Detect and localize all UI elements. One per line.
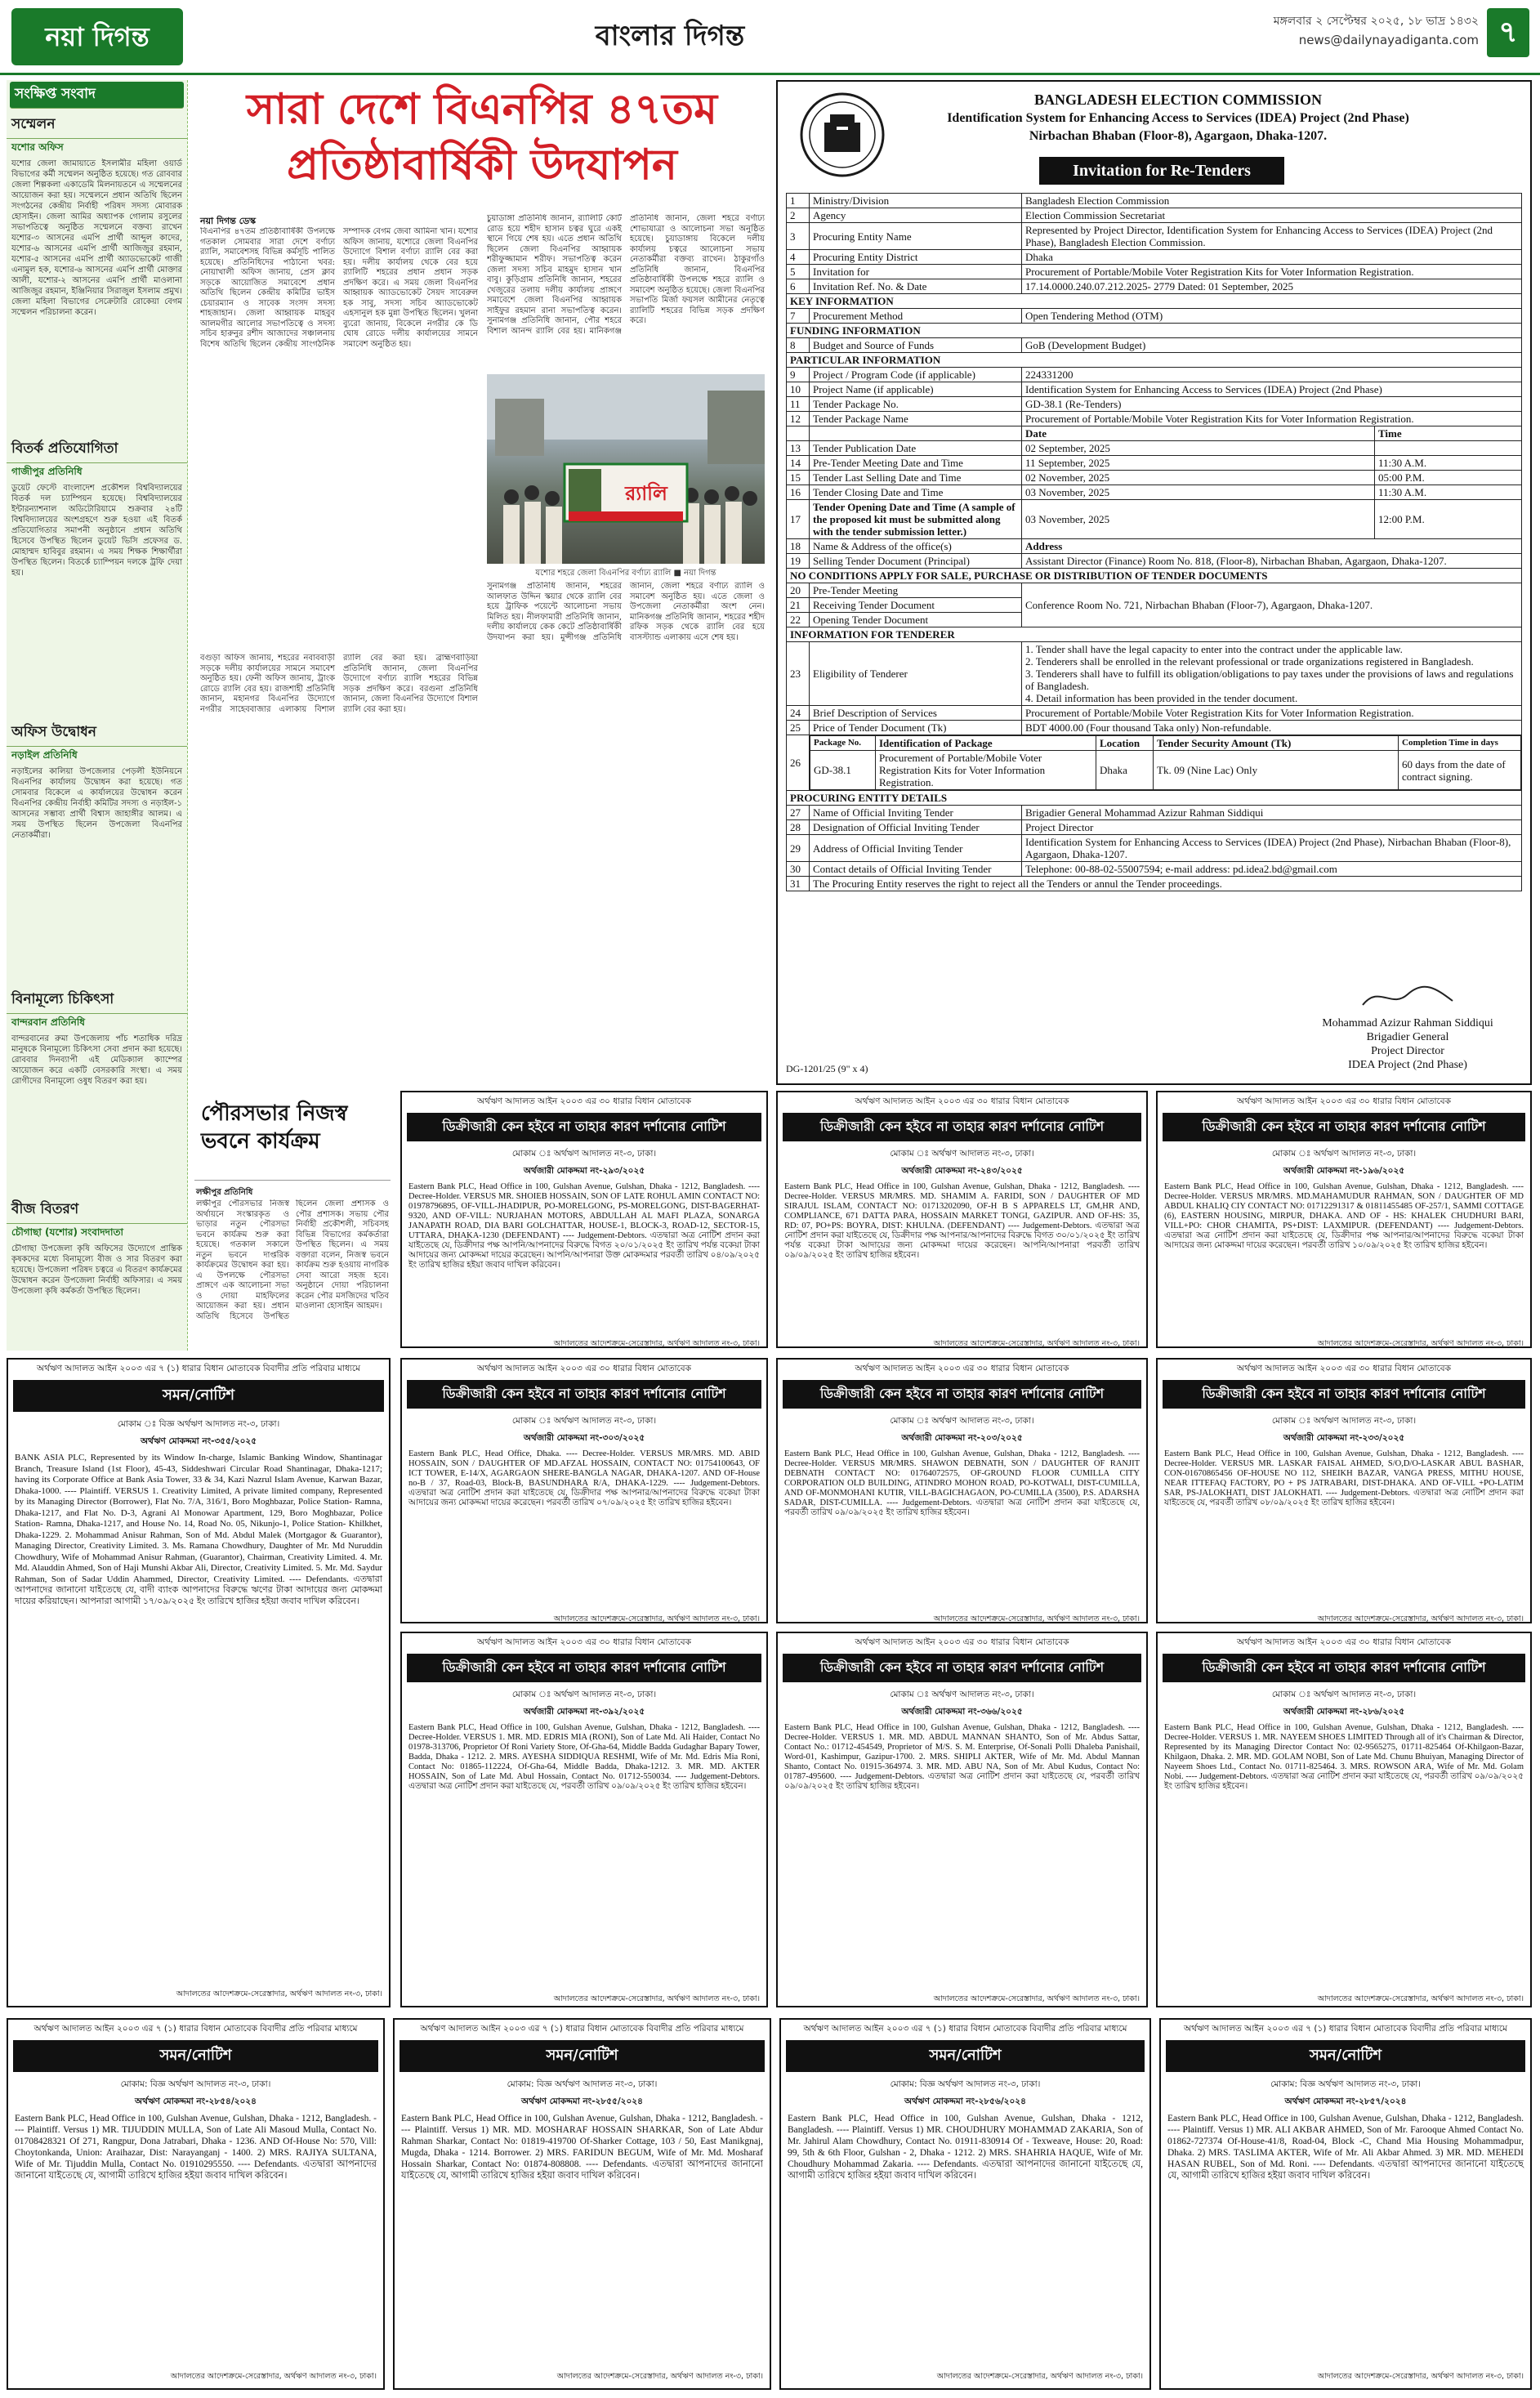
notice-body: Eastern Bank PLC, Head Office in 100, Gulshan Avenue, Gulshan, Dhaka - 1212, Bangladesh. ---- Decree-Holder. VERSUS MR/MRS. MD.MAHAMUDUR RAHMAN, SON / DAUGHTER OF MD ABDUL KHALIQ CIY CONTACT NO: 01712291317 & 01811455485 OF-257/1, SAMMI COTTAGE (6), EASTERN HOUSING, MIRPUR, DHAKA. AND OF - HS: KHALEK CHUDHURI BARI, VILL+PO: CHOR CHAMITA, PS+DIST: LAXMIPUR. (DEFENDANT) ---- Judgement-Debtors. এতদ্বারা অত্র নোটিশ প্রদান করা যাইতেছে যে, ডিক্রীদার পক্ষ আপনার/আপনাদের বিরুদ্ধে বকেয়া টাকা আদায়ের জন্য মোকদ্দমা দায়ের করেছেন। পরবর্তী তারিখ ১০/০৯/২০২৫ ইং তারিখ হাজির হইবেন।	[1164, 1182, 1524, 1250]
tender-row: 3 Procuring Entity Name Represented by Project Director, Identification System for Enhancing Access to Services (IDEA) Project (2nd Phase), Bangladesh Election Commission.	[787, 223, 1522, 250]
tender-row: 1 Ministry/Division Bangladesh Election Commission	[787, 194, 1522, 208]
notice-act: অর্থঋণ আদালত আইন ২০০৩ এর ৭ (১) ধারার বিধান মোতাবেক বিবাদীর প্রতি পরিবার মাধ্যমে	[1184, 2024, 1507, 2034]
tender-row: 27 Name of Official Inviting Tender Brigadier General Mohammad Azizur Rahman Siddiqui	[787, 806, 1522, 820]
notice-court: মোকাম: বিজ্ঞ অর্থঋণ আদালত নং-৩, ঢাকা।	[507, 2079, 658, 2089]
notice-signature: আদালতের আদেশক্রমে-সেরেস্তাদার, অর্থঋণ আদালত নং-৩, ঢাকা।	[553, 1994, 760, 2003]
notice-court: মোকাম ঃ অর্থঋণ আদালত নং-৩, ঢাকা।	[511, 1690, 657, 1699]
notice-signature: আদালতের আদেশক্রমে-সেরেস্তাদার, অর্থঋণ আদালত নং-৩, ঢাকা।	[933, 1614, 1140, 1623]
sidebar-item	[7, 720, 187, 987]
notice-case: অর্থঋণ মোকদ্দমা নং-২৮৫৫/২০২৪	[521, 2097, 643, 2106]
lead-col-1: বিএনপির ৪৭তম প্রতিষ্ঠাবার্ষিকী উপলক্ষে গতকাল সোমবার সারা দেশে বর্ণাঢ্য র‍্যালি, সমাবেশসহ বিভিন্ন কর্মসূচি পালিত হয়েছে। প্রতিনিধিদের পাঠানো খবর: নোয়াখালী অফিস জানায়, প্রেস ক্লাব সড়কে আয়োজিত সমাবেশে প্রধান অতিথি ছিলেন কেন্দ্রীয় কমিটির ভাইস চেয়ারম্যান ও সাবেক সংসদ সদস্য শাহজাহান। জেলা আহ্বায়ক মাহবুব আলমগীর আলোর সভাপতিত্বে ও সদস্য সচিব হারুনুর রশীদ আজাদের সঞ্চালনায় বিশেষ অতিথি ছিলেন কেন্দ্রীয় সাংগঠনিক সম্পাদক বেগম জেবা আমিনা খান। যশোর অফিস জানায়, যশোরে জেলা বিএনপির উদ্যোগে বিশাল বর্ণাঢ্য র‍্যালি বের করা হয়। দলীয় কার্যালয় থেকে বের হয়ে র‍্যালিটি শহরের প্রধান প্রধান সড়ক প্রদক্ষিণ করে। এ সময় জেলা বিএনপির আহ্বায়ক অ্যাডভোকেট সৈয়দ সাবেরুল হক সাবু, সদস্য সচিব অ্যাডভোকেট এহসানুল হক মুন্না উপস্থিত ছিলেন। খুলনা ব্যুরো জানায়, বিকেলে নগরীর কে ডি ঘোষ রোডে দলীয় কার্যালয়ের সামনে সমাবেশ অনুষ্ঠিত হয়।	[200, 227, 478, 349]
tender-section: PARTICULAR INFORMATION	[787, 353, 1522, 368]
sidebar-item-title: অফিস উদ্বোধন	[7, 720, 187, 747]
masthead	[0, 0, 1540, 75]
notice-signature: আদালতের আদেশক্রমে-সেরেস্তাদার, অর্থঋণ আদালত নং-৩, ঢাকা।	[1317, 2372, 1524, 2381]
notice-case: অর্থজারী মোকদ্দমা নং-৩৯২/২০২৫	[523, 1707, 645, 1717]
tender-date-row: 15 Tender Last Selling Date and Time 02 November, 2025 05:00 P.M.	[787, 471, 1522, 485]
notice-title: ডিক্রীজারী কেন হইবে না তাহার কারণ দর্শানোর নোটিশ	[1163, 1380, 1525, 1409]
newspaper-logo[interactable]: নয়া দিগন্ত	[11, 8, 183, 65]
notice-body: Eastern Bank PLC, Head Office in 100, Gulshan Avenue, Gulshan, Dhaka - 1212, Bangladesh. ---- Decree-Holder. VERSUS MR/MRS. MD. SHAMIM A. FARIDI, SON / DAUGHTER OF MD SIRAJUL ISLAM, CONTACT NO: 01713202090, OF-H B S APPARELS LT, GM,HR AND, COMPLIANCE, 671 DATTA PARA, HOSSAIN MARKET TONGI, GAZIPUR. AND OF-HS: 35, RD: 07, PO+PS: BOYRA, DIST: KHULNA. (DEFENDANT) ---- Judgement-Debtors. এতদ্বারা অত্র নোটিশ প্রদান করা যাইতেছে যে, ডিক্রীদার পক্ষ আপনার/আপনাদের বিরুদ্ধে বিগত ৩০/০১/২০২৫ ইং তারিখ পর্যন্ত বকেয়া টাকা আদায়ের জন্য মোকদ্দমা দায়ের করেছেন। আপনি/আপনারা পরবর্তী তারিখ ০৯/০৯/২০২৫ ইং তারিখ হাজির হইবেন।	[784, 1182, 1140, 1260]
notice-body: Eastern Bank PLC, Head Office in 100, Gulshan Avenue, Gulshan, Dhaka - 1212, Bangladesh. ---- Plaintiff. Versus 1) MR. CHOUDHURY MOHAMMAD ZAKARIA, Son of Mr. Jahirul Alam Chowdhury, Contact No. 01911-830914 Of - Texweave, House: 20, Road: 99, 5th & 6th Floor, Gulshan - 2, Dhaka - 1212. 2) MRS. SHAHRIA HAQUE, Wife of Mr. Choudhury Mohammad Zakaria. ---- Defendants. এতদ্বারা আপনাদের জানানো যাইতেছে যে, আগামী তারিখে হাজির হইয়া জবাব দাখিল করিবেন।	[788, 2114, 1143, 2181]
notice-title: সমন/নোটিশ	[1166, 2040, 1525, 2072]
notice-title: সমন/নোটিশ	[13, 1380, 384, 1412]
notice-case: অর্থজারী মোকদ্দমা নং-২৩৩/২০২৫	[1283, 1433, 1405, 1443]
tender-table	[786, 193, 1522, 891]
notice-act: অর্থঋণ আদালত আইন ২০০৩ এর ৩০ ধারার বিধান মোতাবেক	[855, 1364, 1069, 1373]
court-notice	[400, 1358, 768, 1623]
notice-signature: আদালতের আদেশক্রমে-সেরেস্তাদার, অর্থঋণ আদালত নং-৩, ঢাকা।	[933, 1339, 1140, 1348]
eligibility-item: 2. Tenderers shall be enrolled in the relevant professional or trade organizations registered in Bangladesh.	[1025, 655, 1474, 668]
tender-row: 10 Project Name (if applicable) Identification System for Enhancing Access to Services (IDEA) Project (2nd Phase)	[787, 382, 1522, 397]
tender-header	[786, 87, 1522, 193]
emblem-icon	[797, 90, 887, 180]
notice-act: অর্থঋণ আদালত আইন ২০০৩ এর ৩০ ধারার বিধান মোতাবেক	[1237, 1637, 1451, 1647]
tender-date-row: 16 Tender Closing Date and Time 03 November, 2025 11:30 A.M.	[787, 485, 1522, 500]
sidebar-item-text: যশোর জেলা জামায়াতে ইসলামীর মহিলা ওয়ার্ড বিভাগের কর্মী সম্মেলন অনুষ্ঠিত হয়েছে। গত রোববার জেলা শিল্পকলা একাডেমি মিলনায়তনে এ সম্মেলনের আয়োজন করা হয়। সম্মেলনে প্রধান অতিথি ছিলেন সংগঠনের কেন্দ্রীয় নির্বাহী পরিষদ সদস্য মোবারক হোসাইন। জেলা আমির অধ্যাপক গোলাম রসুলের সভাপতিত্বে অনুষ্ঠিত সম্মেলনে বক্তব্য রাখেন যশোর-৩ আসনের এমপি প্রার্থী আব্দুল কাদের, যশোর-৬ আসনের এমপি প্রার্থী আজিজুর রহমান, যশোর-৫ আসনের এমপি প্রার্থী অ্যাডভোকেট গাজী এনামুল হক, যশোর-৬ আসনের এমপি প্রার্থী মোক্তার আলী, যশোর-২ আসনের এমপি প্রার্থী মাওলানা আজিজুর রহমান, ইঞ্জিনিয়ার সিরাজুল ইসলাম প্রমুখ। জেলা মহিলা বিভাগের সেক্রেটারি রোকেয়া বেগম সম্মেলন পরিচালনা করেন।	[11, 159, 182, 317]
sidebar-item-text: নড়াইলের কালিয়া উপজেলার পেড়লী ইউনিয়নে বিএনপির কার্যালয় উদ্বোধন করা হয়েছে। গত সোমবার বিকেলে এ কার্যালয়ের উদ্বোধন করেন বিএনপির কেন্দ্রীয় নির্বাহী কমিটির সদস্য ও নড়াইল-১ আসনের সম্ভাব্য প্রার্থী বিশ্বাস জাহাঙ্গীর আলম। এ সময় উপস্থিত ছিলেন উপজেলা বিএনপির নেতাকর্মীরা।	[11, 767, 182, 840]
tender-row: 2 Agency Election Commission Secretariat	[787, 208, 1522, 223]
tender-signature: Mohammad Azizur Rahman Siddiqui Brigadier General Project Director IDEA Project (2nd Phase)	[1301, 985, 1514, 1072]
website-link[interactable]: news@dailynayadiganta.com	[1298, 33, 1479, 47]
tender-package-row: 26 Package No. Identification of Package Location Tender Security Amount (Tk) Completion Time in days GD-38.1 Procurement of Portable/Mobile Voter Registration Kits for Voter Information Registration. Dhaka Tk. 09 (Nine Lac) Only 60 days from the date of contract signing.	[787, 735, 1522, 791]
tender-row: 30 Contact details of Official Inviting Tender Telephone: 00-88-02-55007594; e-mail address: pd.idea2.bd@gmail.com	[787, 862, 1522, 877]
sidebar-item-reporter: বান্দরবান প্রতিনিধি	[11, 1016, 86, 1028]
election-commission-logo	[797, 90, 887, 180]
notice-case: অর্থজারী মোকদ্দমা নং-২৪৩/২০২৫	[901, 1166, 1023, 1176]
sidebar-item-title: বিনামূল্যে চিকিৎসা	[7, 987, 187, 1014]
sidebar-item-title: সম্মেলন	[7, 112, 187, 139]
tender-address: Nirbachan Bhaban (Floor-8), Agargaon, Dhaka-1207.	[1029, 129, 1328, 143]
notice-title: সমন/নোটিশ	[13, 2040, 378, 2072]
summons-notice	[1159, 2018, 1532, 2390]
summons-notice	[779, 2018, 1151, 2390]
notice-signature: আদালতের আদেশক্রমে-সেরেস্তাদার, অর্থঋণ আদালত নং-৩, ঢাকা।	[1317, 1614, 1524, 1623]
sidebar-item-title: বিতর্ক প্রতিযোগিতা	[7, 436, 187, 463]
tender-row: 28 Designation of Official Inviting Tender Project Director	[787, 820, 1522, 835]
notice-act: অর্থঋণ আদালত আইন ২০০৩ এর ৭ (১) ধারার বিধান মোতাবেক বিবাদীর প্রতি পরিবার মাধ্যমে	[420, 2024, 744, 2034]
notice-court: মোকাম ঃ বিজ্ঞ অর্থঋণ আদালত নং-৩, ঢাকা।	[117, 1419, 280, 1429]
notice-court: মোকাম ঃ অর্থঋণ আদালত নং-৩, ঢাকা।	[890, 1416, 1034, 1426]
court-notice	[776, 1091, 1148, 1348]
sidebar-item-title: বীজ বিতরণ	[7, 1197, 187, 1224]
notice-court: মোকাম ঃ অর্থঋণ আদালত নং-৩, ঢাকা।	[1271, 1149, 1417, 1159]
court-notice	[776, 1632, 1148, 2007]
eligibility-item: 1. Tender shall have the legal capacity to enter into the contract under the applicable law.	[1025, 643, 1403, 655]
notice-case: অর্থঋণ মোকদ্দমা নং-২৮৫৬/২০২৪	[904, 2097, 1026, 2106]
notice-title: ডিক্রীজারী কেন হইবে না তাহার কারণ দর্শানোর নোটিশ	[407, 1113, 761, 1141]
notice-case: অর্থজারী মোকদ্দমা নং-২৯৩/২০২৫	[523, 1166, 645, 1176]
notice-signature: আদালতের আদেশক্রমে-সেরেস্তাদার, অর্থঋণ আদালত নং-৩, ঢাকা।	[936, 2372, 1143, 2381]
tender-date-row: 13 Tender Publication Date 02 September, 2025	[787, 441, 1522, 456]
tender-notice	[776, 80, 1532, 1085]
tender-date-head: Date Time	[787, 426, 1522, 441]
notice-act: অর্থঋণ আদালত আইন ২০০৩ এর ৩০ ধারার বিধান মোতাবেক	[1237, 1364, 1451, 1373]
notice-title: ডিক্রীজারী কেন হইবে না তাহার কারণ দর্শানোর নোটিশ	[783, 1113, 1141, 1141]
package-table: Package No. Identification of Package Location Tender Security Amount (Tk) Completion Time in days GD-38.1 Procurement of Portable/Mobile Voter Registration Kits for Voter Information Registration. Dhaka Tk. 09 (Nine Lac) Only 60 days from the date of contract signing.	[810, 735, 1521, 790]
notice-title: ডিক্রীজারী কেন হইবে না তাহার কারণ দর্শানোর নোটিশ	[1163, 1654, 1525, 1682]
notice-court: মোকাম ঃ অর্থঋণ আদালত নং-৩, ঢাকা।	[890, 1149, 1034, 1159]
notice-act: অর্থঋণ আদালত আইন ২০০৩ এর ৩০ ধারার বিধান মোতাবেক	[477, 1364, 691, 1373]
story2-byline: লক্ষীপুর প্রতিনিধি	[196, 1188, 253, 1197]
tender-project: Identification System for Enhancing Access to Services (IDEA) Project (2nd Phase)	[947, 111, 1409, 125]
bank-asia-summons	[7, 1358, 391, 2007]
court-notice	[400, 1632, 768, 2007]
notice-act: অর্থঋণ আদালত আইন ২০০৩ এর ৩০ ধারার বিধান মোতাবেক	[477, 1096, 691, 1106]
tender-row: 8 Budget and Source of Funds GoB (Development Budget)	[787, 338, 1522, 353]
notice-act: অর্থঋণ আদালত আইন ২০০৩ এর ৭ (১) ধারার বিধান মোতাবেক বিবাদীর প্রতি পরিবার মাধ্যমে	[37, 1364, 360, 1373]
notice-title: সমন/নোটিশ	[400, 2040, 765, 2072]
notice-body: Eastern Bank PLC, Head Office in 100, Gulshan Avenue, Gulshan, Dhaka - 1212, Bangladesh. ---- Decree-Holder. VERSUS 1. MR. MD. ABDUL MANNAN SHANTO, Son of Mr. Abdus Sattar, Contact No.: 01712-454549, Proprietor of M/S. S. M. Enterprise, Of-Sonali Polli Dhaleba Panishail, Word-01, Kashimpur, Gazipur-1700. 2. MRS. SHIPLI AKTER, Wife of Mr. Md. Abdul Mannan Shanto, Contact No. 01915-364974. 3. MR. MD. ABU NA, Son of Mr. Abul Kudus, Contact No: 01787-495600. ---- Judgement-Debtors. এতদ্বারা অত্র নোটিশ প্রদান করা যাইতেছে যে, পরবর্তী তারিখ ০৯/০৯/২০২৫ ইং তারিখ হাজির হইবেন।	[784, 1723, 1140, 1791]
eligibility-item: 3. Tenderers shall have to fulfill its obligation/obligations to pay taxes under the provisions of laws and regulations of Bangladesh.	[1025, 668, 1514, 692]
sidebar-item-text: ডুয়েট ফেস্টে বাংলাদেশ প্রকৌশল বিশ্ববিদ্যালয়ের বিতর্ক দল চ্যাম্পিয়ন হয়েছে। বিশ্ববিদ্যালয়ের ইন্টারন্যাশনাল অডিটোরিয়ামে শুক্রবার ২৪টি বিশ্ববিদ্যালয়ের অংশগ্রহণে শুরু হওয়া এই বিতর্ক প্রতিযোগিতার সমাপনী অনুষ্ঠানে প্রধান অতিথি হিসেবে উপস্থিত ছিলেন ডুয়েট ভিসি প্রফেসর ড. মোহাম্মদ হাবিবুর রহমান। এ সময় শিক্ষক শিক্ষার্থীরা উপস্থিত ছিলেন। বিতর্কে চ্যাম্পিয়ন দলকে ট্রফি দেয়া হয়।	[11, 484, 182, 578]
tender-date-row: 14 Pre-Tender Meeting Date and Time 11 September, 2025 11:30 A.M.	[787, 456, 1522, 471]
summons-notice	[7, 2018, 385, 2390]
tender-row: 21 Receiving Tender Document	[787, 598, 1522, 613]
notice-case: অর্থজারী মোকদ্দমা নং-১৯৬/২০২৫	[1283, 1166, 1405, 1176]
notice-body: Eastern Bank PLC, Head Office in 100, Gulshan Avenue, Gulshan, Dhaka - 1212, Bangladesh. ---- Decree-Holder. VERSUS MR. LASKAR FAISAL AHMED, S/O,D/O-LASKAR ABUL BASHAR, CON-01670865456 OF-HOUSE NO 112, SHEIKH BAZAR, VANGA PRESS, MITHU HOUSE, NEAR ITTEFAQ FACTORY, PO + PS JATRABARI, DIST-DHAKA. AND OF-VILL +PO-LATIM SAR, PS-JALOKHATI, DIST JALOKHATI. ---- Judgement-Debtors. এতদ্বারা অত্র নোটিশ প্রদান করা যাইতেছে যে, পরবর্তী তারিখ ০৮/০৯/২০২৫ ইং তারিখ হাজির হইবেন।	[1164, 1449, 1524, 1507]
tender-section: KEY INFORMATION	[787, 294, 1522, 309]
sidebar-item	[7, 436, 187, 720]
lead-col-4-text: সুনামগঞ্জ প্রতিনিধি জানান, শহরের আলফাত উদ্দিন স্কয়ার থেকে র‍্যালি বের হয়ে ট্রাফিক পয়েন্টে আলোচনা সভায় মিলিত হয়। নীলফামারী প্রতিনিধি জানান, দলীয় কার্যালয়ে কেক কেটে প্রতিষ্ঠাবার্ষিকী উদযাপন করা হয়। মুন্সীগঞ্জ প্রতিনিধি জানান, জেলা শহরে বর্ণাঢ্য র‍্যালি ও সমাবেশ অনুষ্ঠিত হয়। এতে জেলা ও উপজেলা নেতাকর্মীরা অংশ নেন। মানিকগঞ্জ প্রতিনিধি জানান, শহরের শহীদ রফিক সড়ক থেকে র‍্যালি বের হয়ে বাসস্ট্যান্ড এলাকায় এসে শেষ হয়।	[487, 582, 765, 642]
notice-court: মোকাম ঃ অর্থঋণ আদালত নং-৩, ঢাকা।	[511, 1416, 657, 1426]
notice-court: মোকাম: বিজ্ঞ অর্থঋণ আদালত নং-৩, ঢাকা।	[890, 2079, 1041, 2089]
notice-body: Eastern Bank PLC, Head Office in 100, Gulshan Avenue, Gulshan, Dhaka - 1212, Bangladesh. ---- Plaintiff. Versus 1) MR. MD. MOSHARAF HOSSAIN SHARKAR, Son of Late Abdur Rahman Sharkar, Contact No: 01819-419700 Of-Sharker Cottage, 103 / 50, East Manikgnaj, Mugda, Dhaka - 1214. Borrower. 2) MRS. FARIDUN BEGUM, Wife of Mr. Md. Mosharaf Hossain Sharkar, Contact No: 01874-808808. ---- Defendants. এতদ্বারা আপনাদের জানানো যাইতেছে যে, আগামী তারিখে হাজির হইয়া জবাব দাখিল করিবেন।	[401, 2114, 763, 2181]
notice-title: সমন/নোটিশ	[786, 2040, 1145, 2072]
notice-signature: আদালতের আদেশক্রমে-সেরেস্তাদার, অর্থঋণ আদালত নং-৩, ঢাকা।	[1317, 1994, 1524, 2003]
lead-col-3-text: বগুড়া অফিস জানায়, শহরের নবাববাড়ী সড়কে দলীয় কার্যালয়ের সামনে সমাবেশ অনুষ্ঠিত হয়। ফেনী অফিস জানায়, ট্রাংক রোডে র‍্যালি বের হয়। রাজশাহী প্রতিনিধি জানান, মহানগর বিএনপির উদ্যোগে নগরীর সাহেববাজার এলাকায় বিশাল র‍্যালি বের করা হয়। ব্রাহ্মণবাড়িয়া প্রতিনিধি জানান, জেলা বিএনপির উদ্যোগে বর্ণাঢ্য র‍্যালি শহরের বিভিন্ন সড়ক প্রদক্ষিণ করে। বরগুনা প্রতিনিধি জানান, জেলা বিএনপির উদ্যোগে বিশাল র‍্যালি বের করা হয়।	[200, 654, 478, 714]
notice-signature: আদালতের আদেশক্রমে-সেরেস্তাদার, অর্থঋণ আদালত নং-৩, ঢাকা।	[556, 2372, 763, 2381]
tender-row: 4 Procuring Entity District Dhaka	[787, 250, 1522, 265]
sidebar-item	[7, 112, 187, 436]
notice-body: BANK ASIA PLC, Represented by its Window In-charge, Islamic Banking Window, Shantinagar Branch, Treasure Island (1st Floor), 45-43, Siddeshwari Circular Road Shantinagar, Dhaka-1217; having its Corporate Office at Bank Asia Tower, 33 & 34, Kazi Nazrul Islam Avenue, Karwan Bazar, Dhaka-1000. ---- Plaintiff. VERSUS 1. Creativity Limited, A private limited company, Represented by its Managing Director (Borrower), Flat No. 7/A, 316/1, Boro Moghbazar, Police Station- Ramna, Dhaka-1217, and Flat No. D-3, Agrani Al Monowar Apartment, 129, Boro Moghbazar, Police Station- Ramna, Dhaka-1217, and House No. 14, Road No. 05, Nikunjo-1, Police Station- Khilkhet, Dhaka-1229. 2. Mohammad Anisur Rahman, Son of Md. Abdul Malek (Mortgagor & Guarantor), Managing Director, Creativity Limited. 3. Ms. Ramana Chowdhury, Daughter of Mr. Md Nuruddin Chowdhury, Wife of Mohammad Anisur Rahman, (Guarantor), Chairman, Creativity Limited. 4. Mr. Md. Alauddin Ahmed, Son of Haji Munshi Akbar Ali, Director, Creativity Limited. 5. Mr. Md. Saydur Rahman, Son of Sadar Uddin Ahammed, Director, Creativity Limited. ---- Defendants. এতদ্বারা আপনাদের জানানো যাইতেছে যে, বাদী ব্যাংক আপনাদের বিরুদ্ধে ঋণের টাকা আদায়ের জন্য মোকদ্দমা দায়ের করিয়াছেন। আপনারা আগামী ১৭/০৯/২০২৫ ইং তারিখে হাজির হইয়া জবাব দাখিল করিবেন।	[15, 1453, 382, 1606]
story2-headline-box[interactable]	[194, 1095, 391, 1181]
notice-act: অর্থঋণ আদালত আইন ২০০৩ এর ৩০ ধারার বিধান মোতাবেক	[1237, 1096, 1451, 1106]
notice-body: Eastern Bank PLC, Head Office in 100, Gulshan Avenue, Gulshan, Dhaka - 1212, Bangladesh. ---- Decree-Holder. VERSUS MR/MRS. SHAWON DEBNATH, SON / DAUGHTER OF RANJIT DEBNATH CONTACT NO: 01764072575, OF-GROUND FLOOR CUMILLA CITY CORPORATION OLD BUILDING, ATINDRO MOHON ROAD, PO-KOTWALI, DIST-CUMILLA, AND OF-MONMOHANI KUTIR, VILL-BAGICHAGAON, PO-CUMILLA (3500), P.S. ADARSHA SADAR, DIST-CUMILLA. ---- Judgement-Debtors. এতদ্বারা অত্র নোটিশ প্রদান করা যাইতেছে যে, পরবর্তী তারিখ ০৯/০৯/২০২৫ ইং তারিখ হাজির হইবেন।	[784, 1449, 1140, 1517]
notice-case: অর্থজারী মোকদ্দমা নং-২৮৬/২০২৫	[1283, 1707, 1405, 1717]
notice-case: অর্থঋণ মোকদ্দমা নং-২৮৫৪/২০২৪	[135, 2097, 257, 2106]
tender-row: 25 Price of Tender Document (Tk) BDT 4000.00 (Four thousand Taka only) Non-refundable.	[787, 721, 1522, 735]
tender-row: 12 Tender Package Name Procurement of Portable/Mobile Voter Registration Kits for Voter Information Registration.	[787, 412, 1522, 426]
tender-row: 5 Invitation for Procurement of Portable/Mobile Voter Registration Kits for Voter Information Registration.	[787, 265, 1522, 279]
notice-act: অর্থঋণ আদালত আইন ২০০৩ এর ৩০ ধারার বিধান মোতাবেক	[855, 1637, 1069, 1647]
photo-banner-text: র‍্যালি	[625, 482, 667, 505]
tender-section: NO CONDITIONS APPLY FOR SALE, PURCHASE OR DISTRIBUTION OF TENDER DOCUMENTS	[787, 569, 1522, 583]
notice-signature: আদালতের আদেশক্রমে-সেরেস্তাদার, অর্থঋণ আদালত নং-৩, ঢাকা।	[1317, 1339, 1524, 1348]
notice-signature: আদালতের আদেশক্রমে-সেরেস্তাদার, অর্থঋণ আদালত নং-৩, ঢাকা।	[553, 1614, 760, 1623]
notice-body: Eastern Bank PLC, Head Office in 100, Gulshan Avenue, Gulshan, Dhaka - 1212, Bangladesh. ---- Plaintiff. Versus 1) MR. ALI AKBAR AHMED, Son of Mr. Farooque Ahmed Contact No. 01862-727374 Of-House-41/8, Road-04, Block -C, Chand Mia Housing Mohammadpur, Dhaka. 2) MRS. TASLIMA AKTER, Wife of Mr. Ali Akbar Ahmed. 3) MR. MD. MEHEDI HASAN RUBEL, Son of Md. Roni. ---- Defendants. এতদ্বারা আপনাদের জানানো যাইতেছে যে, আগামী তারিখে হাজির হইয়া জবাব দাখিল করিবেন।	[1167, 2114, 1524, 2181]
notice-body: Eastern Bank PLC, Head Office in 100, Gulshan Avenue, Gulshan, Dhaka - 1212, Bangladesh. ---- Plaintiff. Versus 1) MR. TIJUDDIN MULLA, Son of Late Ali Masoud Mulla, Contact No. 01708428321 Of 271, Rangpur, Dona Jatrabari, Dhaka - 1236. AND Of-House No: 570, Vill: Choytonkanda, Union: Araihazar, Dist: Narayanganj - 1400. 2) MRS. RAJIYA SULTANA, Wife of Mr. Tijuddin Mulla, Contact No. 01910295550. ---- Defendants. এতদ্বারা আপনাদের জানানো যাইতেছে যে, আগামী তারিখে হাজির হইয়া জবাব দাখিল করিবেন।	[15, 2114, 377, 2181]
notice-act: অর্থঋণ আদালত আইন ২০০৩ এর ৩০ ধারার বিধান মোতাবেক	[855, 1096, 1069, 1106]
tender-row: 31 The Procuring Entity reserves the right to reject all the Tenders or annul the Tender proceedings.	[787, 877, 1522, 891]
notice-signature: আদালতের আদেশক্রমে-সেরেস্তাদার, অর্থঋণ আদালত নং-৩, ঢাকা।	[553, 1339, 760, 1348]
story2-headline: পৌরসভার নিজস্ব ভবনে কার্যক্রম	[201, 1101, 348, 1154]
sidebar-item-reporter: যশোর অফিস	[11, 141, 64, 153]
tender-row: 22 Opening Tender Document	[787, 613, 1522, 627]
page-number: ৭	[1487, 8, 1529, 57]
brief-news-sidebar	[7, 80, 188, 1351]
tender-row: 7 Procurement Method Open Tendering Method (OTM)	[787, 309, 1522, 324]
sidebar-item-text: বান্দরবানের রুমা উপজেলায় পাঁচ শতাধিক দরিদ্র মানুষকে বিনামূল্যে চিকিৎসা সেবা প্রদান করা হয়েছে। রোববার দিনব্যাপী এই মেডিক্যাল ক্যাম্পের আয়োজন করে একটি বেসরকারি সংস্থা। এ সময় রোগীদের বিনামূল্যে ওষুধ বিতরণ করা হয়।	[11, 1034, 182, 1086]
notice-title: ডিক্রীজারী কেন হইবে না তাহার কারণ দর্শানোর নোটিশ	[783, 1380, 1141, 1409]
notice-court: মোকাম ঃ অর্থঋণ আদালত নং-৩, ঢাকা।	[1271, 1416, 1417, 1426]
notice-case: অর্থজারী মোকদ্দমা নং-২০৩/২০২৫	[901, 1433, 1023, 1443]
tender-row: 11 Tender Package No. GD-38.1 (Re-Tenders)	[787, 397, 1522, 412]
court-notice	[400, 1091, 768, 1348]
notice-court: মোকাম ঃ অর্থঋণ আদালত নং-৩, ঢাকা।	[1271, 1690, 1417, 1699]
court-notice	[1156, 1091, 1532, 1348]
sidebar-item-reporter: নড়াইল প্রতিনিধি	[11, 749, 78, 761]
tender-row: 18 Name & Address of the office(s) Address	[787, 539, 1522, 554]
notice-signature: আদালতের আদেশক্রমে-সেরেস্তাদার, অর্থঋণ আদালত নং-৩, ঢাকা।	[933, 1994, 1140, 2003]
notice-court: মোকাম ঃ অর্থঋণ আদালত নং-৩, ঢাকা।	[511, 1149, 657, 1159]
notice-signature: আদালতের আদেশক্রমে-সেরেস্তাদার, অর্থঋণ আদালত নং-৩, ঢাকা।	[176, 1989, 382, 1998]
story2-text: লক্ষীপুর পৌরসভার নিজস্ব অর্থায়নে সংস্কারকৃত ও ভাড়ার নতুন পৌরসভা ভবনে কার্যক্রম শুরু করা হয়েছে। গতকাল সকালে নতুন ভবনে দাপ্তরিক কার্যক্রমের উদ্বোধন করা হয়। এ উপলক্ষে পৌরসভা প্রাঙ্গণে এক আলোচনা সভা ও দোয়া মাহফিলের আয়োজন করা হয়। প্রধান অতিথি হিসেবে উপস্থিত ছিলেন জেলা প্রশাসক ও পৌর প্রশাসক। সভায় পৌর নির্বাহী প্রকৌশলী, সচিবসহ বিভিন্ন বিভাগের কর্মকর্তারা উপস্থিত ছিলেন। এ সময় বক্তারা বলেন, নিজস্ব ভবনে কার্যক্রম শুরু হওয়ায় নাগরিক সেবা আরো সহজ হবে। অনুষ্ঠানে দোয়া পরিচালনা করেন পৌর মসজিদের খতিব মাওলানা হোসাইন আহমদ।	[196, 1199, 389, 1321]
photo-caption: যশোর শহরে জেলা বিএনপির বর্ণাঢ্য র‍্যালি ■ নয়া দিগন্ত	[535, 569, 716, 578]
notice-body: Eastern Bank PLC, Head Office in 100, Gulshan Avenue, Gulshan, Dhaka - 1212, Bangladesh. ---- Decree-Holder. VERSUS MR. SHOIEB HOSSAIN, SON OF LATE ROHUL AMIN CONTACT NO: 01978796895, OF-VILL-JHADIPUR, PO-MORELGONG, PS-MORELGONG, DIST-BAGERHAT-9320, AND OF-VILL: NURJAHAN MOTORS, ABDULLAH AL MAFI PLAZA, SONARGA JANAPATH ROAD, DIA BARI GOLCHATTAR, HOUSE-1, BLOCK-3, ROAD-12, SECTOR-15, UTTARA, DHAKA-1230 (DEFENDANT) ---- Judgement-Debtors. এতদ্বারা অত্র নোটিশ প্রদান করা যাইতেছে যে, ডিক্রীদার পক্ষ আপনি/আপনাদের বিরুদ্ধে বিগত ২০/০১/২০২৫ ইং তারিখ পর্যন্ত বকেয়া টাকা আদায়ের জন্য মোকদ্দমা দায়ের করেছেন। আপনি/আপনারা উক্ত মোকদ্দমার পরবর্তী তারিখ ০৪/০৯/২০২৫ ইং তারিখ হাজির হইয়া জবাব দাখিল করিবেন।	[408, 1182, 760, 1270]
tender-row: 20 Pre-Tender Meeting Conference Room No. 721, Nirbachan Bhaban (Floor-7), Agargaon, Dhaka-1207.	[787, 583, 1522, 598]
tender-section: FUNDING INFORMATION	[787, 324, 1522, 338]
tender-org: BANGLADESH ELECTION COMMISSION	[1033, 92, 1323, 108]
tender-section: PROCURING ENTITY DETAILS	[787, 791, 1522, 806]
notice-case: অর্থজারী মোকদ্দমা নং-৩৬৬/২০২৫	[901, 1707, 1023, 1717]
notice-act: অর্থঋণ আদালত আইন ২০০৩ এর ৭ (১) ধারার বিধান মোতাবেক বিবাদীর প্রতি পরিবার মাধ্যমে	[803, 2024, 1127, 2034]
tender-row: 23 Eligibility of Tenderer 1. Tender shall have the legal capacity to enter into the contract under the applicable law. 2. Tenderers shall be enrolled in the relevant professional or trade organizations registered in Bangladesh. 3. Tenderers shall have to fulfill its obligation/obligations to pay taxes under the provisions of laws and regulations of Bangladesh. 4. Detail information has been provided in the tender document.	[787, 642, 1522, 706]
notice-body: Eastern Bank PLC, Head Office in 100, Gulshan Avenue, Gulshan, Dhaka - 1212, Bangladesh. ---- Decree-Holder. VERSUS 1. MR. MD. EDRIS MIA (RONI), Son of Late Md. Ali Haider, Contact No 01978-313706, Proprietor Of Roni Variety Store, Of-Gha-64, Middle Badda Gudaghar Bapary Tower, Badda, Dhaka - 1212. 2. MRS. AYESHA SIDDIQUA RESHMI, Wife of Mr. Md. Edris Mia Roni, Contact No: 01865-112224, Of-Gha-64, Middle Badda, Dhaka-1212. 3. MR. MD. AKTER HOSSAIN, Son of Late Md. Abul Hossain, Contact No. 01712-550034. ---- Judgement-Debtors. এতদ্বারা অত্র নোটিশ প্রদান করা যাইতেছে যে, পরবর্তী তারিখ ০৯/০৯/২০২৫ ইং তারিখ হাজির হইবেন।	[408, 1723, 760, 1791]
notice-title: ডিক্রীজারী কেন হইবে না তাহার কারণ দর্শানোর নোটিশ	[783, 1654, 1141, 1682]
notice-title: ডিক্রীজারী কেন হইবে না তাহার কারণ দর্শানোর নোটিশ	[407, 1654, 761, 1682]
sidebar-header: সংক্ষিপ্ত সংবাদ	[10, 82, 184, 109]
lead-headline[interactable]: সারা দেশে বিএনপির ৪৭তম প্রতিষ্ঠাবার্ষিকী উদযাপন	[246, 85, 718, 190]
notice-title: ডিক্রীজারী কেন হইবে না তাহার কারণ দর্শানোর নোটিশ	[1163, 1113, 1525, 1141]
lead-col-2: চুয়াডাঙ্গা প্রতিনিধি জানান, র‍্যালিটি কোর্ট রোড হয়ে শহীদ হাসান চত্বর ঘুরে একই স্থানে গিয়ে শেষ হয়। এতে প্রধান অতিথি ছিলেন জেলা বিএনপির আহ্বায়ক শরীফুজ্জামান শরীফ। সভাপতিত্ব করেন জেলা সদস্য সচিব মাহমুদ হাসান খান বাবু। কুড়িগ্রাম প্রতিনিধি জানান, শহরের খেজুরের তলায় দলীয় কার্যালয় প্রাঙ্গণে সমাবেশে জেলা বিএনপির আহ্বায়ক সাইফুর রহমান রানা সভাপতিত্ব করেন। সুনামগঞ্জ প্রতিনিধি জানান, পৌর শহরে বিশাল আনন্দ র‍্যালি বের হয়। মানিকগঞ্জ প্রতিনিধি জানান, জেলা শহরে বর্ণাঢ্য শোভাযাত্রা ও আলোচনা সভা অনুষ্ঠিত হয়েছে। চুয়াডাঙ্গায় বিকেলে দলীয় কার্যালয় চত্বরে আলোচনা সভায় নেতাকর্মীরা বক্তব্য রাখেন। ঠাকুরগাঁও প্রতিনিধি জানান, বিএনপির প্রতিষ্ঠাবার্ষিকী উপলক্ষে শহরে র‍্যালি ও সমাবেশ অনুষ্ঠিত হয়েছে। জেলা বিএনপির সভাপতি মির্জা ফয়সল আমীনের নেতৃত্বে র‍্যালিটি শহরের বিভিন্ন সড়ক প্রদক্ষিণ করে।	[487, 214, 765, 336]
notice-court: মোকাম: বিজ্ঞ অর্থঋণ আদালত নং-৩, ঢাকা।	[1270, 2079, 1421, 2089]
tender-row: 19 Selling Tender Document (Principal) Assistant Director (Finance) Room No. 818, (Floor-8), Nirbachan Bhaban, Agargaon, Dhaka-1207.	[787, 554, 1522, 569]
sidebar-item-reporter: গাজীপুর প্রতিনিধি	[11, 466, 83, 477]
dg-ref: DG-1201/25 (9" x 4)	[786, 1063, 868, 1074]
notice-title: ডিক্রীজারী কেন হইবে না তাহার কারণ দর্শানোর নোটিশ	[407, 1380, 761, 1409]
date-line: মঙ্গলবার ২ সেপ্টেম্বর ২০২৫, ১৮ ভাদ্র ১৪৩২	[1273, 15, 1479, 28]
notice-case: অর্থঋণ মোকদ্দমা নং-২৮৫৭/২০২৪	[1284, 2097, 1407, 2106]
sidebar-item-text: চৌগাছা উপজেলা কৃষি অফিসের উদ্যোগে প্রান্তিক কৃষকদের মধ্যে বিনামূল্যে বীজ ও সার বিতরণ করা হয়েছে। উপজেলা পরিষদ চত্বরে এ বিতরণ কার্যক্রমের উদ্বোধন করেন উপজেলা নির্বাহী অফিসার। এ সময় উপজেলা কৃষি কর্মকর্তা উপস্থিত ছিলেন।	[11, 1244, 182, 1296]
notice-case: অর্থঋণ মোকদ্দমা নং-৩৫৫/২০২৫	[140, 1436, 257, 1446]
eligibility-item: 4. Detail information has been provided in the tender document.	[1025, 692, 1298, 704]
sidebar-item	[7, 987, 187, 1197]
tender-row: 24 Brief Description of Services Procurement of Portable/Mobile Voter Registration Kits for Voter Information Registration.	[787, 706, 1522, 721]
tender-row: 29 Address of Official Inviting Tender Identification System for Enhancing Access to Services (IDEA) Project (2nd Phase), Nirbachan Bhaban (Floor-8), Agargaon, Dhaka-1207.	[787, 835, 1522, 862]
rally-photo-illustration	[487, 374, 765, 564]
section-title: বাংলার দিগন্ত	[595, 20, 745, 52]
tender-row: 9 Project / Program Code (if applicable) 224331200	[787, 368, 1522, 382]
tender-section: INFORMATION FOR TENDERER	[787, 627, 1522, 642]
notice-signature: আদালতের আদেশক্রমে-সেরেস্তাদার, অর্থঋণ আদালত নং-৩, ঢাকা।	[170, 2372, 377, 2381]
court-notice	[776, 1358, 1148, 1623]
notice-court: মোকাম: বিজ্ঞ অর্থঋণ আদালত নং-৩, ঢাকা।	[120, 2079, 271, 2089]
notice-court: মোকাম ঃ অর্থঋণ আদালত নং-৩, ঢাকা।	[890, 1690, 1034, 1699]
lead-byline: নয়া দিগন্ত ডেস্ক	[200, 216, 257, 226]
signature-mark	[1359, 985, 1457, 1012]
sidebar-item-reporter: চৌগাছা (যশোর) সংবাদদাতা	[11, 1226, 123, 1238]
summons-notice	[393, 2018, 771, 2390]
court-notice	[1156, 1358, 1532, 1623]
notice-body: Eastern Bank PLC, Head Office in 100, Gulshan Avenue, Gulshan, Dhaka - 1212, Bangladesh. ---- Decree-Holder. VERSUS 1. MR. NAYEEM SHOES LIMITED Through all of it's Chairman & Director, Represented by its Managing Director Contact No: 02-9565275, 01711-825464 Of-Khilgaon-Bazar, Khilgaon, Dhaka. 2. MR. MD. GOLAM NOBI, Son of Late Md. Chunu Bhuiyan, Managing Director of Nayeem Shoes Ltd., Contact No. 01711-825464. 3. MRS. ROWSON ARA, Wife of Mr. Md. Golam Nobi. ---- Judgement-Debtors. এতদ্বারা অত্র নোটিশ প্রদান করা যাইতেছে যে, পরবর্তী তারিখ ০৯/০৯/২০২৫ ইং তারিখ হাজির হইবেন।	[1164, 1723, 1524, 1791]
notice-case: অর্থজারী মোকদ্দমা নং-৩০৩/২০২৫	[523, 1433, 645, 1443]
notice-act: অর্থঋণ আদালত আইন ২০০৩ এর ৩০ ধারার বিধান মোতাবেক	[477, 1637, 691, 1647]
tender-title: Invitation for Re-Tenders	[1039, 157, 1284, 185]
tender-row: 6 Invitation Ref. No. & Date 17.14.0000.240.07.212.2025- 2779 Dated: 01 September, 2025	[787, 279, 1522, 294]
notice-act: অর্থঋণ আদালত আইন ২০০৩ এর ৭ (১) ধারার বিধান মোতাবেক বিবাদীর প্রতি পরিবার মাধ্যমে	[33, 2024, 358, 2034]
court-notice	[1156, 1632, 1532, 2007]
notice-body: Eastern Bank PLC, Head Office, Dhaka. ---- Decree-Holder. VERSUS MR/MRS. MD. ABID HOSSAIN, SON / DAUGHTER OF MD.AFZAL HOSSAIN, CONTACT NO: 01754100643, OF ICT TOWER, E-14/X, AGARGAON SHERE-BANGLA NAGAR, DHAKA-1207. AND OF-House no-B / 37, Road-03, Block-B, BASUNDHARA R/A, DHAKA-1229. ---- Judgement-Debtors. এতদ্বারা অত্র নোটিশ প্রদান করা যাইতেছে যে, ডিক্রীদার পক্ষ আপনার/আপনাদের বিরুদ্ধে বকেয়া টাকা আদায়ের জন্য মোকদ্দমা দায়ের করেছেন। পরবর্তী তারিখ ০৭/০৯/২০২৫ ইং তারিখ হাজির হইবেন।	[408, 1449, 760, 1507]
tender-date-row: 17 Tender Opening Date and Time (A sample of the proposed kit must be submitted along with the tender submission letter.) 03 November, 2025 12:00 P.M.	[787, 500, 1522, 539]
lead-photo	[487, 374, 765, 564]
